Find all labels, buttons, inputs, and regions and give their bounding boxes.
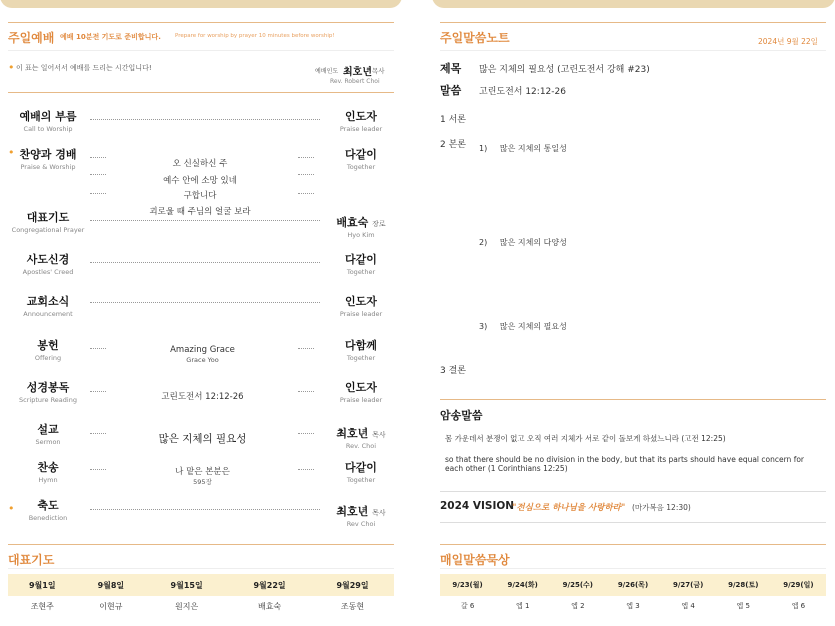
service-item-praise <box>8 146 88 171</box>
leader-role: Rev. Choi <box>345 442 377 450</box>
prayer-schedule-table <box>8 574 394 616</box>
leader-dots <box>298 193 314 194</box>
table-header-row <box>440 574 826 596</box>
table-header-cell: 9/25(수) <box>550 574 605 596</box>
sermon-scripture: 고린도전서 12:12-26 <box>479 87 566 97</box>
divider <box>440 399 826 400</box>
item-subtitle: Scripture Reading <box>19 396 77 404</box>
leader-dots <box>90 119 320 120</box>
table-header-cell: 9/28(토) <box>716 574 771 596</box>
divider <box>8 568 394 569</box>
table-cell: 엡 6 <box>791 602 806 610</box>
leader-name: 인도자 <box>345 110 377 123</box>
hymn-number: 595장 <box>193 478 212 486</box>
item-leader <box>331 251 391 276</box>
right-top-tab <box>432 0 835 8</box>
service-item-benediction <box>8 497 88 522</box>
item-leader <box>331 146 391 171</box>
memory-verse-title: 암송말씀 <box>440 409 483 422</box>
leader-dots <box>90 157 106 158</box>
leader-role: Praise leader <box>339 396 383 404</box>
left-top-tab <box>0 0 402 8</box>
leader-dots <box>298 348 314 349</box>
leader-name: 배효숙 <box>336 216 369 229</box>
item-title: 축도 <box>37 499 59 512</box>
table-header-row <box>8 574 394 596</box>
leader-role: Rev Choi <box>346 520 376 528</box>
vision-label: 2024 VISION <box>440 500 515 512</box>
leader-dots <box>298 174 314 175</box>
praise-song-4: 괴로울 때 주님의 얼굴 보라 <box>149 207 251 217</box>
leader-title: 목사 <box>372 509 386 517</box>
leader-name: 최호년 <box>336 427 369 440</box>
prayer-schedule-title: 대표기도 <box>8 553 55 567</box>
table-header-cell: 9월8일 <box>77 574 146 596</box>
service-item-scripture-reading <box>8 379 88 404</box>
leader-role: Together <box>346 268 376 276</box>
leader-title: 목사 <box>372 431 386 439</box>
leader-dots <box>298 157 314 158</box>
item-title: 예배의 부름 <box>19 110 77 123</box>
table-cell: 엡 3 <box>626 602 640 610</box>
leader-name: 다같이 <box>345 253 377 266</box>
leader-title: 장로 <box>372 220 386 228</box>
table-header-cell: 9/29(일) <box>771 574 826 596</box>
item-title: 봉헌 <box>37 339 59 352</box>
standing-notice: 이 표는 일어서서 예배를 드리는 시간입니다! <box>16 64 152 72</box>
subject-label: 제목 <box>440 62 462 75</box>
presider-name: 최호년 <box>343 67 372 78</box>
leader-role: Together <box>346 163 376 171</box>
praise-song-3: 구합니다 <box>183 191 217 201</box>
leader-name: 다함께 <box>345 339 377 352</box>
divider <box>8 92 394 93</box>
table-header-cell: 9월15일 <box>145 574 228 596</box>
leader-name: 다같이 <box>345 461 377 474</box>
item-subtitle: Hymn <box>38 476 58 484</box>
divider <box>8 544 394 545</box>
outline-conclusion: 3 결론 <box>440 366 466 376</box>
table-header-cell: 9/24(화) <box>495 574 550 596</box>
table-header-cell: 9/27(금) <box>661 574 716 596</box>
daily-devotion-table <box>440 574 826 616</box>
table-cell: 엡 5 <box>736 602 750 610</box>
outline-point-2: 2) 많은 지체의 다양성 <box>479 238 567 247</box>
service-item-call-to-worship <box>8 108 88 133</box>
service-item-creed <box>8 251 88 276</box>
divider <box>440 522 826 523</box>
outline-intro: 1 서론 <box>440 115 466 125</box>
vision-reference: (마가복음 12:30) <box>632 503 691 512</box>
leader-role: Together <box>346 354 376 362</box>
divider <box>440 22 826 23</box>
table-cell: 갈 6 <box>460 602 475 610</box>
praise-song-2: 예수 안에 소망 있네 <box>163 176 237 186</box>
notes-title: 주일말씀노트 <box>440 31 510 45</box>
leader-dots <box>90 302 320 303</box>
table-cell: 엡 2 <box>571 602 585 610</box>
item-leader <box>331 379 391 404</box>
leader-dots <box>90 220 320 221</box>
hymn-title: 나 맡은 본분은 <box>175 467 230 477</box>
leader-role: Praise leader <box>339 125 383 133</box>
outline-point-1: 1) 많은 지체의 통일성 <box>479 144 567 153</box>
leader-dots <box>90 469 106 470</box>
leader-name: 인도자 <box>345 295 377 308</box>
leader-role: Praise leader <box>339 310 383 318</box>
leader-dots <box>298 469 314 470</box>
service-item-hymn <box>8 459 88 484</box>
item-subtitle: Benediction <box>28 514 68 522</box>
bullet-icon: • <box>8 502 15 515</box>
offering-song: Amazing Grace <box>170 345 235 355</box>
table-cell: 이현규 <box>99 601 123 611</box>
item-leader <box>331 214 391 239</box>
leader-dots <box>90 433 106 434</box>
table-header-cell: 9월1일 <box>8 574 77 596</box>
item-subtitle: Announcement <box>23 310 73 318</box>
service-item-sermon <box>8 421 88 446</box>
presider-en: Rev. Robert Choi <box>330 78 380 85</box>
bullet-icon: • <box>8 61 15 74</box>
table-cell: 배효숙 <box>257 601 282 611</box>
table-header-cell: 9월29일 <box>311 574 394 596</box>
item-leader <box>331 293 391 318</box>
table-header-cell: 9/23(월) <box>440 574 495 596</box>
table-cell: 엡 4 <box>681 602 695 610</box>
leader-dots <box>90 262 320 263</box>
leader-dots <box>90 509 320 510</box>
worship-title: 주일예배 <box>8 31 55 45</box>
item-title: 대표기도 <box>26 211 70 224</box>
divider <box>440 568 826 569</box>
worship-subtitle-ko: 예배 10분전 기도로 준비합니다. <box>60 33 161 41</box>
memory-verse-en-line2: each other (1 Corinthians 12:25) <box>445 464 568 473</box>
item-title: 사도신경 <box>26 253 70 266</box>
vision-text: "전심으로 하나님을 사랑하라" <box>512 503 626 513</box>
divider <box>440 544 826 545</box>
table-row <box>440 596 826 616</box>
service-item-prayer <box>8 209 88 234</box>
daily-devotion-title: 매일말씀묵상 <box>440 553 510 567</box>
leader-name: 최호년 <box>336 505 369 518</box>
divider <box>8 50 394 51</box>
memory-verse-en-line1: so that there should be no division in the body, but that its parts should have equal concern for <box>445 455 805 464</box>
leader-role: Hyo Kim <box>347 231 375 239</box>
praise-song-1: 오 신실하신 주 <box>172 159 228 169</box>
service-item-offering <box>8 337 88 362</box>
scripture-label: 말씀 <box>440 84 462 97</box>
bullet-icon: • <box>8 146 15 159</box>
leader-name: 인도자 <box>345 381 377 394</box>
divider <box>440 50 826 51</box>
memory-verse-ko: 몸 가운데서 분쟁이 없고 오직 여러 지체가 서로 같이 돌보게 하셨느니라 (고전 12:25) <box>445 434 726 443</box>
table-cell: 원지은 <box>175 601 199 611</box>
item-leader <box>331 425 391 450</box>
item-leader <box>331 503 391 528</box>
item-subtitle: Apostles' Creed <box>22 268 74 276</box>
table-cell: 조현주 <box>30 601 54 611</box>
item-title: 찬양과 경배 <box>19 148 77 161</box>
outline-point-3: 3) 많은 지체의 필요성 <box>479 322 567 331</box>
worship-subtitle-en: Prepare for worship by prayer 10 minutes before worship! <box>175 33 335 39</box>
item-subtitle: Call to Worship <box>23 125 73 133</box>
table-row <box>8 596 394 616</box>
item-subtitle: Offering <box>34 354 62 362</box>
service-item-announcement <box>8 293 88 318</box>
divider <box>8 22 394 23</box>
table-cell: 엡 1 <box>515 602 530 610</box>
leader-dots <box>298 391 314 392</box>
presider-label: 예배인도 <box>315 68 339 75</box>
leader-dots <box>90 193 106 194</box>
item-subtitle: Sermon <box>35 438 61 446</box>
sermon-title: 많은 지체의 필요성 <box>158 433 247 445</box>
presider-title: 목사 <box>372 67 385 75</box>
item-leader <box>331 459 391 484</box>
table-header-cell: 9/26(목) <box>605 574 660 596</box>
item-leader <box>331 108 391 133</box>
leader-role: Together <box>346 476 376 484</box>
item-leader <box>331 337 391 362</box>
notes-date: 2024년 9월 22일 <box>758 37 818 46</box>
outline-body: 2 본론 <box>440 140 466 150</box>
item-title: 찬송 <box>37 461 59 474</box>
item-title: 성경봉독 <box>26 381 70 394</box>
sermon-subject: 많은 지체의 필요성 (고린도전서 강해 #23) <box>479 65 650 75</box>
leader-dots <box>90 174 106 175</box>
table-header-cell: 9월22일 <box>228 574 311 596</box>
item-subtitle: Praise & Worship <box>20 163 76 171</box>
leader-dots <box>90 391 106 392</box>
item-title: 교회소식 <box>26 295 70 308</box>
offering-performer: Grace Yoo <box>186 356 219 364</box>
item-title: 설교 <box>37 423 59 436</box>
leader-dots <box>298 433 314 434</box>
leader-name: 다같이 <box>345 148 377 161</box>
item-subtitle: Congregational Prayer <box>11 226 85 234</box>
divider <box>440 491 826 492</box>
scripture-reference: 고린도전서 12:12-26 <box>161 392 244 402</box>
table-cell: 조동현 <box>340 601 365 611</box>
leader-dots <box>90 348 106 349</box>
